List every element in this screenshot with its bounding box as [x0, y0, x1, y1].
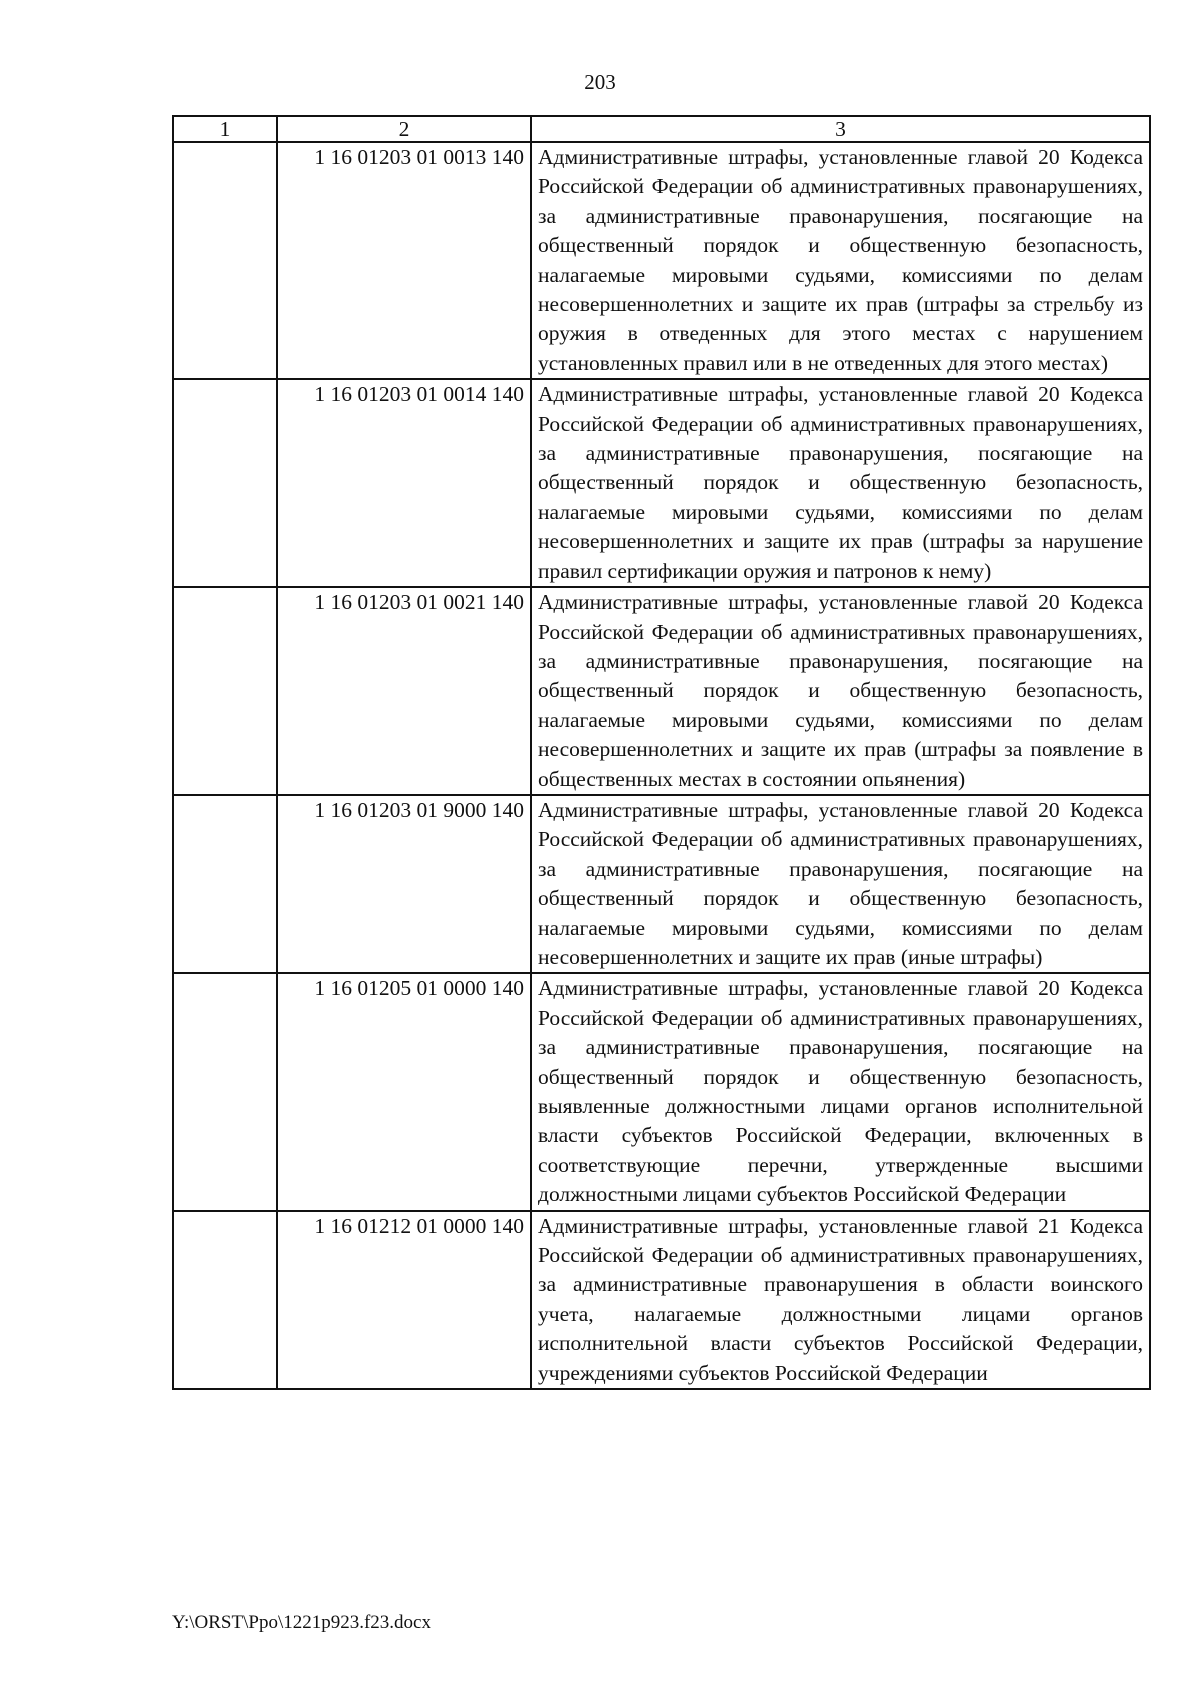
table-row	[173, 795, 1150, 973]
table-header-row	[173, 116, 1150, 142]
table-row	[173, 973, 1150, 1210]
page-number: 203	[584, 70, 616, 94]
row-number-cell	[173, 142, 277, 379]
budget-code-cell: 1 16 01203 01 0014 140	[277, 379, 531, 587]
table-row	[173, 379, 1150, 587]
row-number-cell	[173, 1211, 277, 1389]
budget-code-cell: 1 16 01203 01 9000 140	[277, 795, 531, 973]
row-number-cell	[173, 379, 277, 587]
row-number-cell	[173, 587, 277, 795]
budget-code-cell: 1 16 01205 01 0000 140	[277, 973, 531, 1210]
description-cell: Административные штрафы, установленные главой 21 Кодекса Российской Федерации об административных правонарушениях, за административные правонарушения в области воинского учета, налагаемые должностными лицами органов исполнительной власти субъектов Российской Федерации, учреждениями субъектов Российской Федерации	[531, 1211, 1150, 1389]
table-row	[173, 587, 1150, 795]
column-header-2: 2	[277, 116, 531, 142]
description-cell: Административные штрафы, установленные главой 20 Кодекса Российской Федерации об административных правонарушениях, за административные правонарушения, посягающие на общественный порядок и общественную безопасность, налагаемые мировыми судьями, комиссиями по делам несовершеннолетних и защите их прав (иные штрафы)	[531, 795, 1150, 973]
description-cell: Административные штрафы, установленные главой 20 Кодекса Российской Федерации об административных правонарушениях, за административные правонарушения, посягающие на общественный порядок и общественную безопасность, налагаемые мировыми судьями, комиссиями по делам несовершеннолетних и защите их прав (штрафы за стрельбу из оружия в отведенных для этого местах с нарушением установленных правил или в не отведенных для этого местах)	[531, 142, 1150, 379]
classification-table	[172, 115, 1151, 1390]
budget-code-cell: 1 16 01203 01 0013 140	[277, 142, 531, 379]
row-number-cell	[173, 973, 277, 1210]
table-row	[173, 1211, 1150, 1389]
file-path-footer: Y:\ORST\Ppo\1221p923.f23.docx	[172, 1612, 431, 1633]
table-row	[173, 142, 1150, 379]
description-cell: Административные штрафы, установленные главой 20 Кодекса Российской Федерации об административных правонарушениях, за административные правонарушения, посягающие на общественный порядок и общественную безопасность, налагаемые мировыми судьями, комиссиями по делам несовершеннолетних и защите их прав (штрафы за нарушение правил сертификации оружия и патронов к нему)	[531, 379, 1150, 587]
column-header-3: 3	[531, 116, 1150, 142]
row-number-cell	[173, 795, 277, 973]
budget-code-cell: 1 16 01212 01 0000 140	[277, 1211, 531, 1389]
column-header-1: 1	[173, 116, 277, 142]
budget-code-cell: 1 16 01203 01 0021 140	[277, 587, 531, 795]
description-cell: Административные штрафы, установленные главой 20 Кодекса Российской Федерации об административных правонарушениях, за административные правонарушения, посягающие на общественный порядок и общественную безопасность, выявленные должностными лицами органов исполнительной власти субъектов Российской Федерации, включенных в соответствующие перечни, утвержденные высшими должностными лицами субъектов Российской Федерации	[531, 973, 1150, 1210]
description-cell: Административные штрафы, установленные главой 20 Кодекса Российской Федерации об административных правонарушениях, за административные правонарушения, посягающие на общественный порядок и общественную безопасность, налагаемые мировыми судьями, комиссиями по делам несовершеннолетних и защите их прав (штрафы за появление в общественных местах в состоянии опьянения)	[531, 587, 1150, 795]
